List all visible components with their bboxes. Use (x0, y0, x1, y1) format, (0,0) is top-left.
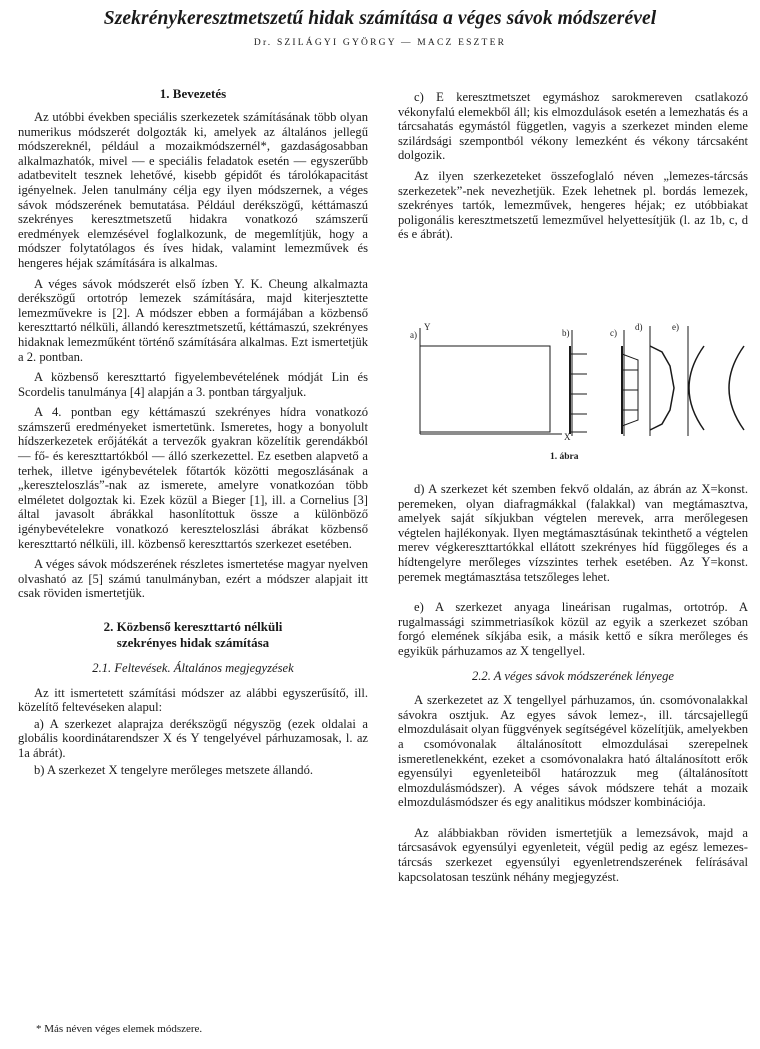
paragraph: Az utóbbi években speciális szerkezetek számításának több olyan numerikus módszerét dolgozták ki, amelyek az általános jellegű módszereknél, például a mozaikmódszernél*, gazdaságosabban alkalmazhatók, mivel — e speciális feladatok esetén — egyszerűbb adatbevitelt tesznek lehetővé, kisebb gépidőt és tárolókapacitást igényelnek. Jelen tanulmány célja egy ilyen módszernek, a véges sávok módszerének bemutatása. Például derékszögű, kéttámaszú szekrényes keresztmetszetű hidakra vonatkozó számszerű eredmények elemzésével foglalkozunk, de megemlítjük, hogy a módszer folytatólagos és íves hidak, valamint lemezművek és hengeres héjak számítására is alkalmas. (18, 110, 368, 270)
figure-1 (392, 316, 752, 466)
paragraph: A szerkezetet az X tengellyel párhuzamos, ún. csomóvonalakkal sávokra osztjuk. Az egyes sávok lemez-, ill. tárcsajellegű elmozdulásait olyan függvények segítségével közelítjük, amelyekben a csomóvonalak általánosított elmozdulásai szerepelnek ismeretlenekként, ezeket a csomóvonalakra ható általánosított erők egyensúlyi egyenleteiből határozzuk meg (általánosított elmozdulásmódszer). A véges sávok módszere tehát a mozaik elmozdulásmódszer és egy analitikus módszer kombinációja. (398, 693, 748, 810)
fig-label-c: c) (610, 328, 617, 338)
figure-1-drawing (392, 316, 752, 456)
assumption-c: c) E keresztmetszet egymáshoz sarokmereven csatlakozó vékonyfalú elemekből áll; kis elmozdulások esetén a lemezhatás és a tárcsahatás egymástól független, vagyis a szerkezet minden eleme szilárdsági szempontból vékony lemezként és vékony tárcsaként dolgozik. (398, 90, 748, 163)
section-2-heading (18, 619, 368, 651)
paragraph: Az alábbiakban röviden ismertetjük a lemezsávok, majd a tárcsasávok egyensúlyi egyenleteit, végül pedig az egész lemezes-tárcsás szerkezet egyensúlyi egyenletrendszerének felírásával kapcsolatosan teszünk néhány megjegyzést. (398, 825, 748, 884)
paragraph: A 4. pontban egy kéttámaszú szekrényes hídra vonatkozó számszerű eredményeket ismertetünk. Ismeretes, hogy a bonyolult hídszerkezetek erőjátékát a tervezők gyakran közelítik gerendákból — fő- és kereszttartókból — álló szerkezettel. Ez esetben alapvető a terhek, illetve igénybevételek főtartók közötti megoszlásának a „kereszteloszlás”-nak az ismerete, amelyre vonatkozóan több elméletet dolgoztak ki. Ezek közül a Bieger [1], ill. a Cornelius [3] által javasolt ábrákkal hasonlítottuk össze a különböző igénybevételekre vonatkozó kereszteloszlási ábrákat közbenső kereszttartó nélküli, ill. közbenső kereszttartós szerkezet esetében. (18, 405, 368, 551)
assumption-a: a) A szerkezet alaprajza derékszögű négyszög (ezek oldalai a globális koordinátarendszer X és Y tengelyével párhuzamosak, l. az 1a ábrát). (18, 716, 368, 760)
section-2-heading-line-2: szekrényes hidak számítása (116, 635, 270, 650)
fig-label-a: a) (410, 330, 417, 340)
paragraph: A véges sávok módszerét első ízben Y. K. Cheung alkalmazta derékszögű ortotróp lemezek számítására, majd kiterjesztette lemezművekre is [2]. A módszer ebben a formájában a közbenső kereszttartó nélküli, állandó keresztmetszetű, kéttámaszú, szekrényes hidaknak lemezműként történő számítására alkalmas. Ezt ismertetjük a 2. pontban. (18, 276, 368, 364)
assumption-e: e) A szerkezet anyaga lineárisan rugalmas, ortotróp. A rugalmassági szimmetriasíkok közül az egyik a szerkezet szóban forgó elemének síkjába esik, a másik kettő e síkra merőleges és egyikük párhuzamos az X tengellyel. (398, 600, 748, 658)
fig-label-e: e) (672, 322, 679, 332)
right-column-upper (398, 90, 748, 248)
fig-axis-y: Y (424, 322, 431, 332)
section-1-heading: 1. Bevezetés (159, 86, 227, 101)
paragraph: A véges sávok módszerének részletes ismertetése magyar nyelven olvasható az [5] számú tanulmányban, ezért a módszer alapjait itt csak röviden ismertetjük. (18, 557, 368, 601)
fig-label-b: b) (562, 328, 570, 338)
assumption-d: d) A szerkezet két szemben fekvő oldalán, az ábrán az X=konst. peremeken, olyan diafragmákkal (falakkal) van megtámasztva, amelyek saját síkjukban végtelen merevek, arra merőlegesen végtelen hajlékonyak. Ilyen megtámasztásúnak tekinthető a végtelen merev végkereszttartókkal ellátott szekrényes híd függőleges és a hídtengelyre merőleges vízszintes terhek esetében. Az Y=konst. peremek megtámasztása tetszőleges lehet. (398, 482, 748, 584)
figure-1-caption: 1. ábra (550, 452, 579, 462)
subsection-2-2-heading: 2.2. A véges sávok módszerének lényege (471, 668, 674, 683)
section-2-heading-line-1: 2. Közbenső kereszttartó nélküli (103, 619, 283, 634)
footnote: * Más néven véges elemek módszere. (36, 1023, 203, 1035)
fig-label-d: d) (635, 322, 643, 332)
fig-axis-x: X (564, 432, 571, 442)
assumptions-list (18, 686, 368, 778)
assumption-b: b) A szerkezet X tengelyre merőleges metszete állandó. (34, 762, 314, 777)
paragraph: Az itt ismertetett számítási módszer az alábbi egyszerűsítő, ill. közelítő feltevéseken alapul: (18, 685, 368, 715)
left-column (18, 80, 368, 779)
subsection-2-1-heading: 2.1. Feltevések. Általános megjegyzések (92, 661, 294, 675)
paragraph: Az ilyen szerkezeteket összefoglaló néven „lemezes-tárcsás szerkezetek”-nek nevezhetjük. Ezek lehetnek pl. bordás lemezek, szekrényes tartók, lemezművek, hengeres héjak; ez utóbbiakat poligonális keresztmetszetű lemezművel helyettesítjük (l. az 1b, c, d és e ábrát). (398, 168, 748, 242)
paper-authors: Dr. SZILÁGYI GYÖRGY — MACZ ESZTER (253, 38, 507, 48)
paragraph: A közbenső kereszttartó figyelembevételének módját Lin és Scordelis tanulmánya [4] alapján a 3. pontban tárgyaljuk. (18, 370, 368, 399)
paper-title: Szekrénykeresztmetszetű hidak számítása a véges sávok módszerével (103, 8, 657, 29)
right-column-lower (398, 482, 748, 890)
